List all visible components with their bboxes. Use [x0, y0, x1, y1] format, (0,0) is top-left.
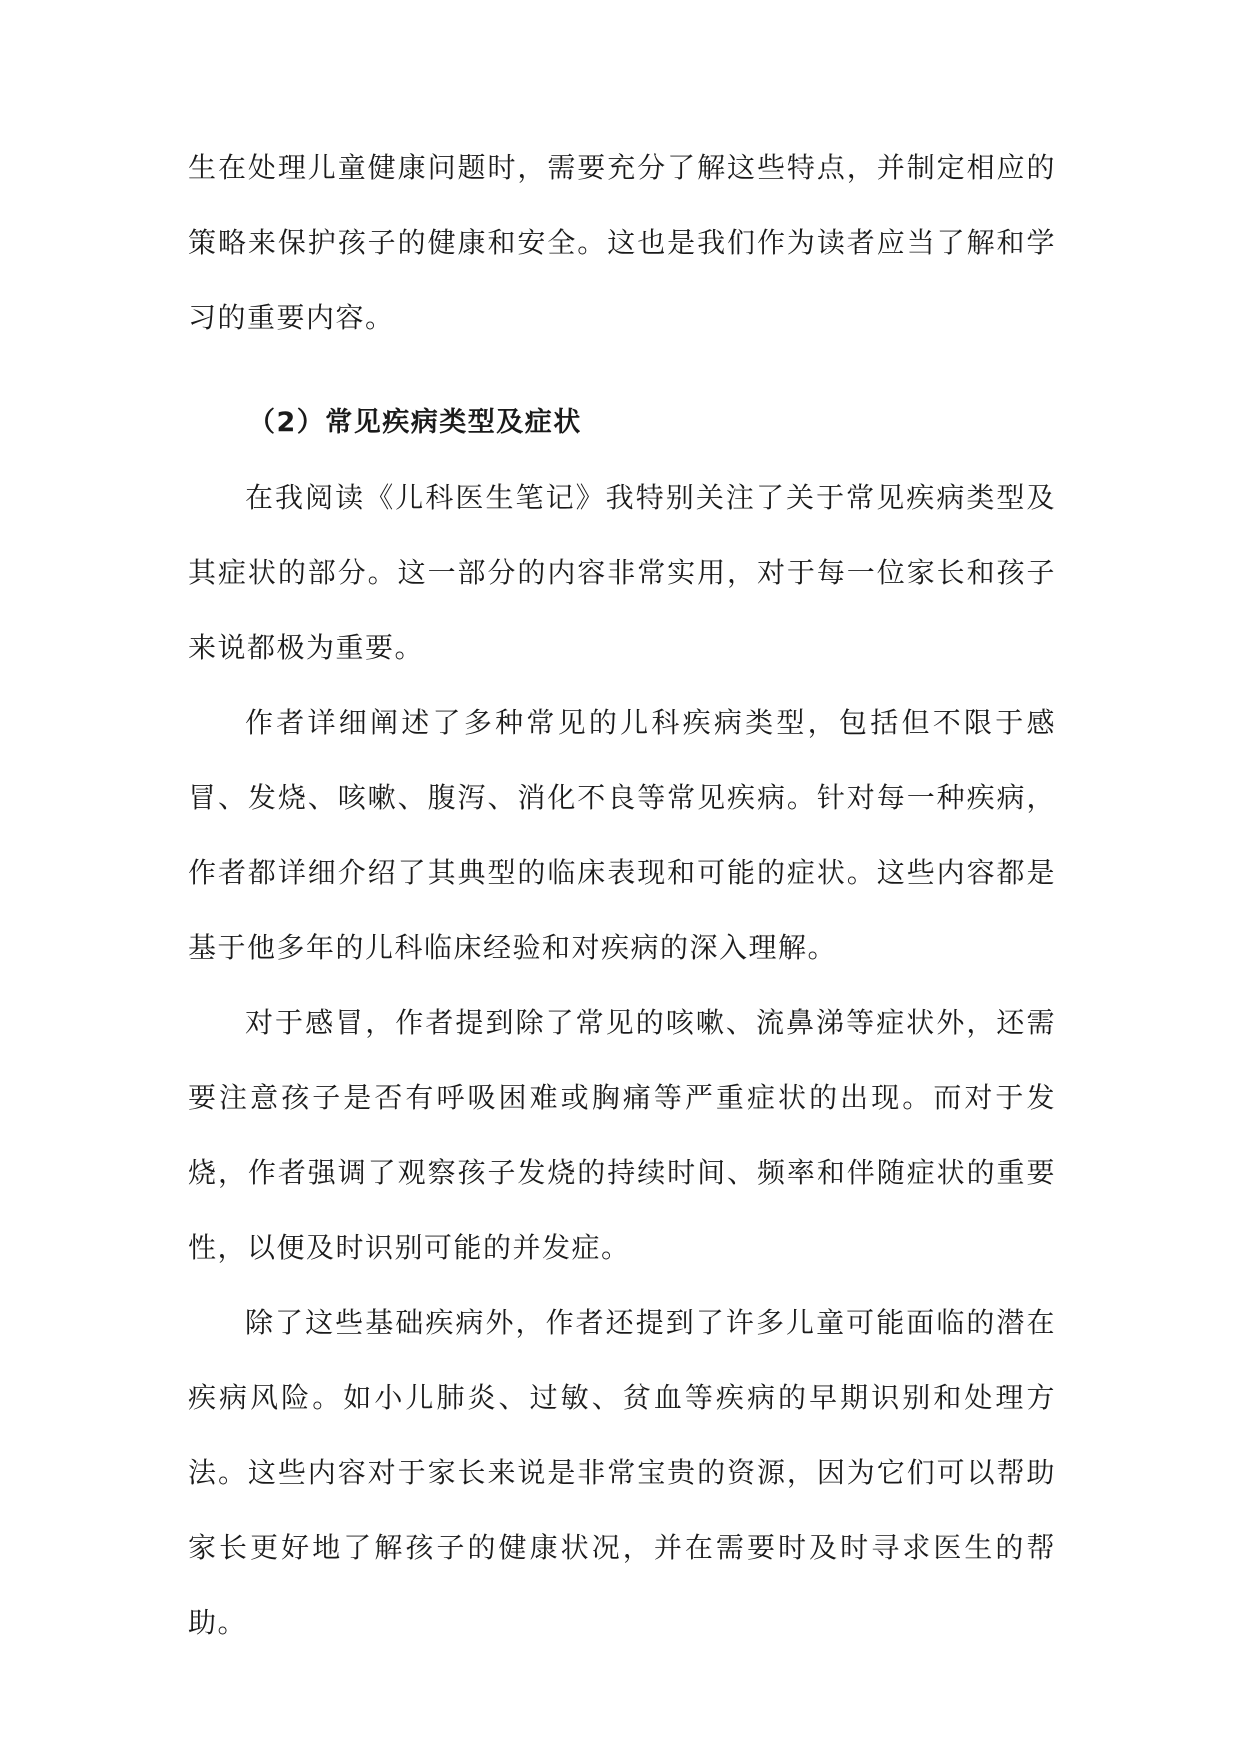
section-heading: （2）常见疾病类型及症状 — [248, 407, 582, 438]
paragraph-2: 作者详细阐述了多种常见的儿科疾病类型，包括但不限于感冒、发烧、咳嗽、腹泻、消化不良等常见疾病。针对每一种疾病，作者都详细介绍了其典型的临床表现和可能的症状。这些内容都是基于他多年的儿科临床经验和对疾病的深入理解。 — [188, 706, 1056, 964]
paragraph-3: 对于感冒，作者提到除了常见的咳嗽、流鼻涕等症状外，还需要注意孩子是否有呼吸困难或胸痛等严重症状的出现。而对于发烧，作者强调了观察孩子发烧的持续时间、频率和伴随症状的重要性，以便及时识别可能的并发症。 — [188, 1006, 1056, 1264]
continued-paragraph: 生在处理儿童健康问题时，需要充分了解这些特点，并制定相应的策略来保护孩子的健康和安全。这也是我们作为读者应当了解和学习的重要内容。 — [188, 151, 1056, 334]
paragraph-4: 除了这些基础疾病外，作者还提到了许多儿童可能面临的潜在疾病风险。如小儿肺炎、过敏、贫血等疾病的早期识别和处理方法。这些内容对于家长来说是非常宝贵的资源，因为它们可以帮助家长更好地了解孩子的健康状况，并在需要时及时寻求医生的帮助。 — [188, 1306, 1056, 1639]
document-body — [188, 130, 1056, 1660]
paragraph-1: 在我阅读《儿科医生笔记》我特别关注了关于常见疾病类型及其症状的部分。这一部分的内容非常实用，对于每一位家长和孩子来说都极为重要。 — [188, 481, 1056, 664]
